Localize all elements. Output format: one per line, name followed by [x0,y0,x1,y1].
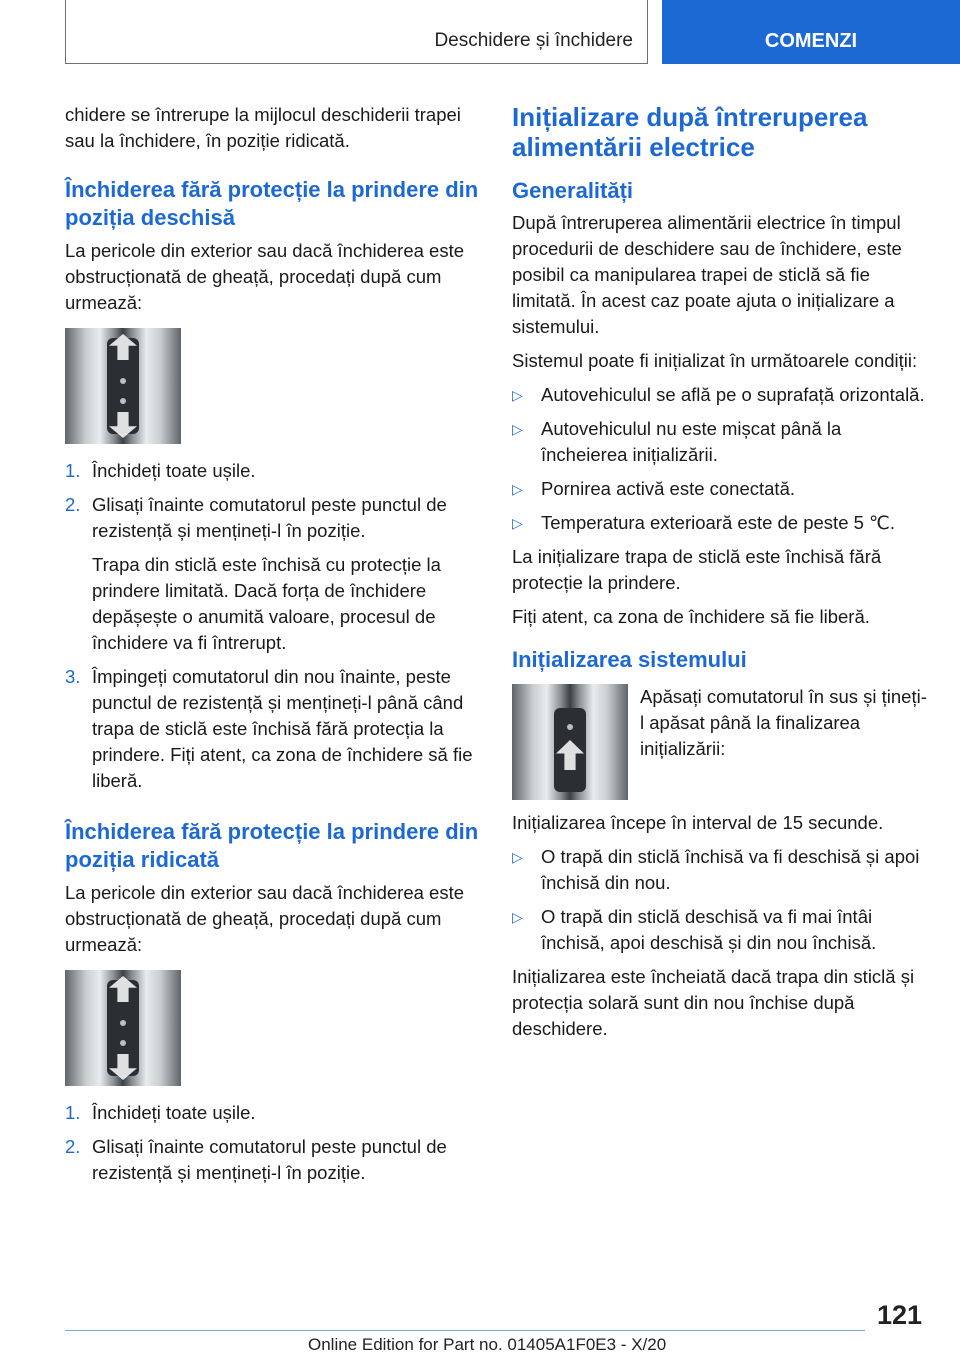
list-item [65,1134,485,1186]
step-number: 1. [65,1102,81,1123]
footer-divider [65,1330,865,1331]
general-paragraph-2: Sistemul poate fi inițializat în următoarele condiții: [512,350,918,371]
switch-dot [120,1020,126,1026]
list-item [65,1100,485,1126]
general-paragraph-3: La inițializare trapa de sticlă este închisă fără protecție la prindere. [512,546,882,593]
switch-illustration [65,328,181,444]
general-paragraph-1: După întreruperea alimentării electrice în timpul procedurii de deschidere sau de închidere, este posibil ca manipularea trapei de sticlă să fie limitată. În acest caz poate ajuta o inițializare a sistemului. [512,212,902,337]
init-paragraph-1: Inițializarea începe în interval de 15 secunde. [512,812,884,833]
step-number: 2. [65,1136,81,1157]
step-text: Glisați înainte comutatorul peste punctul de rezistență și mențineți-l în poziție. [92,494,447,541]
section-heading-open: Închiderea fără protecție la prindere din poziția deschisă [65,177,479,230]
left-column [65,102,485,1194]
switch-dot [120,398,126,404]
general-paragraph-4: Fiți atent, ca zona de închidere să fie liberă. [512,606,870,627]
bullet-text: O trapă din sticlă închisă va fi deschisă și apoi închisă din nou. [541,846,920,893]
triangle-right-icon: ▷ [512,387,523,403]
init-block [512,684,930,800]
switch-dot [120,1040,126,1046]
triangle-right-icon: ▷ [512,909,523,925]
step-number: 3. [65,666,81,687]
triangle-right-icon: ▷ [512,849,523,865]
bullet-text: Temperatura exterioară este de peste 5 ℃. [541,512,895,533]
triangle-right-icon: ▷ [512,421,523,437]
bullet-text: Autovehiculul nu este mișcat până la încheierea inițializării. [541,418,842,465]
section-heading-general: Generalități [512,178,634,203]
list-item [65,664,485,794]
init-results-list [512,844,930,956]
footer-edition: Online Edition for Part no. 01405A1F0E3 - X/20 [308,1335,667,1354]
list-item [512,476,930,502]
step-note: Trapa din sticlă este închisă cu protecție la prindere limitată. Dacă forța de închidere depășește o anumită valoare, procesul de închidere va fi întrerupt. [92,554,441,653]
step-text: Glisați înainte comutatorul peste punctul de rezistență și mențineți-l în poziție. [92,1136,447,1183]
list-item [512,510,930,536]
list-item [65,458,485,484]
init-paragraph-2: Inițializarea este încheiată dacă trapa din sticlă și protecția solară sunt din nou închise după deschidere. [512,966,915,1039]
section-text-open: La pericole din exterior sau dacă închiderea este obstrucționată de gheață, procedați după cum urmează: [65,240,465,313]
list-item [512,416,930,468]
header-section-box [65,0,648,64]
page-title: Inițializare după întreruperea alimentării electrice [512,102,868,162]
intro-paragraph: chidere se întrerupe la mijlocul deschiderii trapei sau la închidere, în poziție ridicată. [65,104,461,151]
step-number: 2. [65,494,81,515]
step-text: Închideți toate ușile. [92,1102,256,1123]
bullet-text: Pornirea activă este conectată. [541,478,796,499]
bullet-text: Autovehiculul se află pe o suprafață orizontală. [541,384,925,405]
section-heading-raised: Închiderea fără protecție la prindere din poziția ridicată [65,819,479,872]
header-section-title: Deschidere și închidere [434,30,633,51]
triangle-right-icon: ▷ [512,481,523,497]
switch-illustration [65,970,181,1086]
step-number: 1. [65,460,81,481]
list-item [512,844,930,896]
init-instruction: Apăsați comutatorul în sus și țineți-l apăsat până la finalizarea inițializării: [640,686,927,759]
section-text-raised: La pericole din exterior sau dacă închiderea este obstrucționată de gheață, procedați după cum urmează: [65,882,465,955]
switch-dot [567,724,573,730]
header-chapter-tab[interactable]: COMENZI [662,0,960,64]
section-heading-init: Inițializarea sistemului [512,647,747,672]
list-item [512,382,930,408]
list-item [512,904,930,956]
step-text: Închideți toate ușile. [92,460,256,481]
steps-list-raised [65,1100,485,1186]
right-column [512,102,930,1050]
bullet-text: O trapă din sticlă deschisă va fi mai întâi închisă, apoi deschisă și din nou închisă. [541,906,877,953]
page-number: 121 [876,1300,922,1330]
list-item [65,492,485,656]
switch-dot [120,378,126,384]
step-text: Împingeți comutatorul din nou înainte, peste punctul de rezistență și mențineți-l până când trapa de sticlă este închisă fără protecția la prindere. Fiți atent, ca zona de închidere să fie liberă. [92,666,473,791]
conditions-list [512,382,930,536]
triangle-right-icon: ▷ [512,515,523,531]
steps-list-open [65,458,485,794]
switch-illustration [512,684,628,800]
